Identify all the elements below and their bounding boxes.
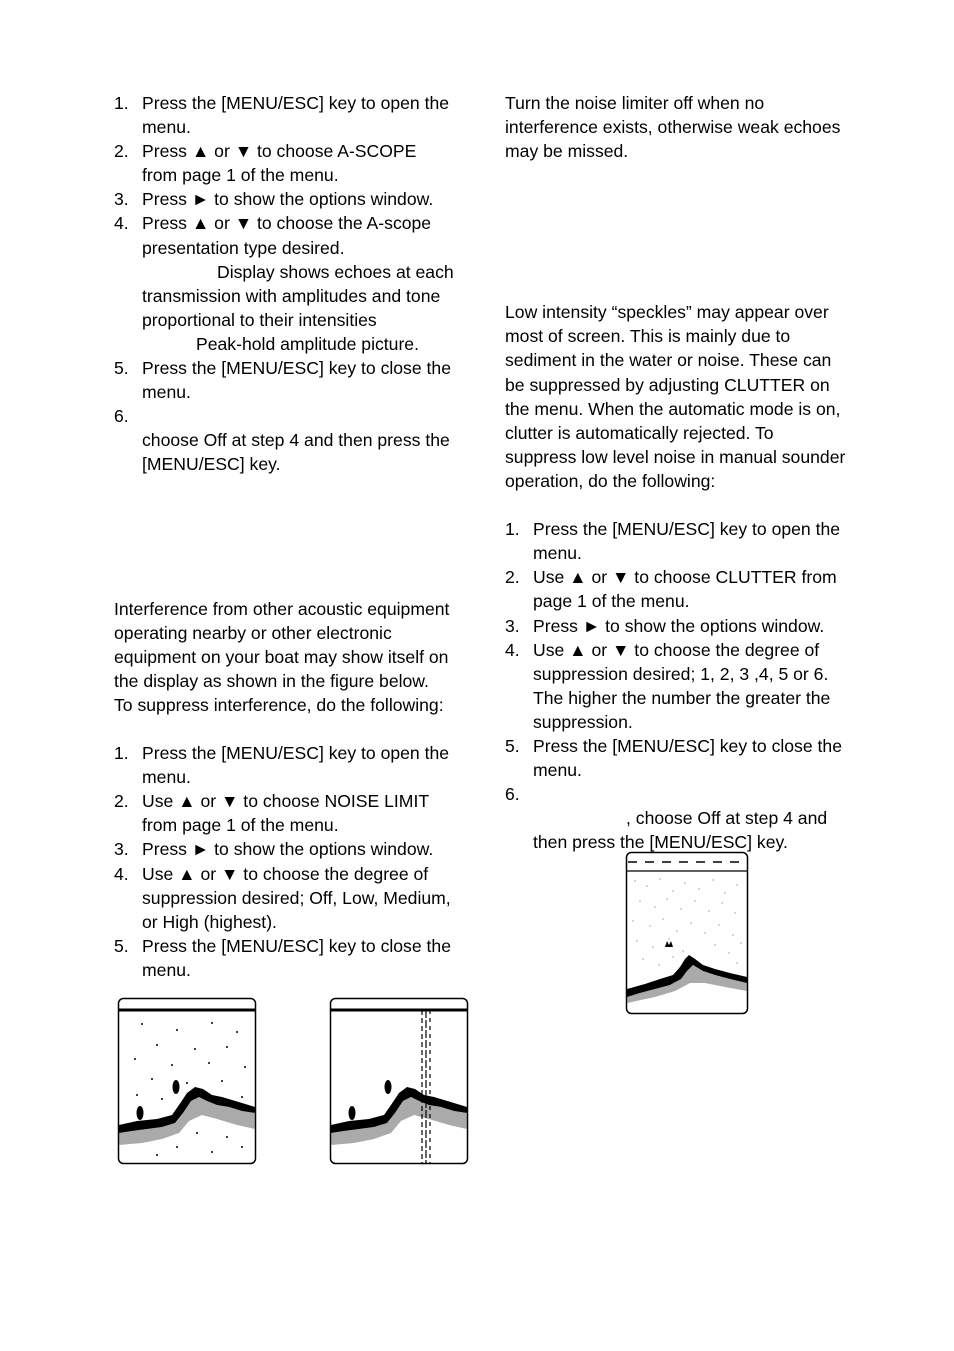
interference-figure-lines: [329, 997, 469, 1165]
right-column: [505, 91, 870, 854]
list-item: 1. Press the [MENU/ESC] key to open the menu.: [505, 519, 841, 564]
noise-limiter-note: Turn the noise limiter off when no interference exists, otherwise weak echoes may be missed.: [505, 93, 841, 162]
list-item: 5. Press the [MENU/ESC] key to close the menu.: [114, 358, 451, 403]
list-item: 6. , choose Off at step 4 and then press the [MENU/ESC] key.: [505, 784, 828, 853]
noise-limit-steps: [114, 741, 474, 982]
clutter-intro: Low intensity “speckles” may appear over most of screen. This is mainly due to sediment in the water or noise. These can be suppressed by adjusting CLUTTER on the menu. When the automatic mode is on, clutter is automatically rejected. To suppress low level noise in manual sounder operation, do the following:: [505, 302, 846, 491]
list-item: 2. Use ▲ or ▼ to choose CLUTTER from page 1 of the menu.: [505, 567, 837, 612]
list-item: 5. Press the [MENU/ESC] key to close the menu.: [505, 735, 842, 781]
list-item: 1. Press the [MENU/ESC] key to open the menu.: [114, 93, 450, 138]
list-item: 3. Press ► to show the options window.: [505, 615, 825, 636]
interference-figure-noise: [117, 997, 257, 1165]
ascope-option-normal: Display shows echoes at each transmission with amplitudes and tone proportional to their intensities: [142, 261, 454, 330]
left-column: [114, 91, 474, 982]
ascope-option-peak: Peak-hold amplitude picture.: [196, 333, 419, 354]
ascope-steps: [114, 91, 474, 477]
list-item: 3. Press ► to show the options window.: [114, 839, 434, 860]
list-item: 4. Press ▲ or ▼ to choose the A-scope presentation type desired.: [114, 213, 432, 258]
clutter-steps: [505, 517, 870, 854]
list-item: 3. Press ► to show the options window.: [114, 189, 434, 210]
list-item: 2. Press ▲ or ▼ to choose A-SCOPE from page 1 of the menu.: [114, 141, 417, 186]
interference-intro: Interference from other acoustic equipment operating nearby or other electronic equipment on your boat may show itself on the display as shown in the figure below. To suppress interference, do the following:: [114, 598, 450, 715]
list-item: 2. Use ▲ or ▼ to choose NOISE LIMIT from page 1 of the menu.: [114, 791, 430, 836]
list-item: 4. Use ▲ or ▼ to choose the degree of suppression desired; 1, 2, 3 ,4, 5 or 6. The higher the number the greater the suppression.: [505, 639, 831, 732]
list-item: 4. Use ▲ or ▼ to choose the degree of suppression desired; Off, Low, Medium, or High (highest).: [114, 863, 451, 932]
list-item: 5. Press the [MENU/ESC] key to close the menu.: [114, 935, 451, 980]
list-item: 1. Press the [MENU/ESC] key to open the menu.: [114, 743, 450, 788]
clutter-figure: [625, 851, 749, 1015]
list-item: 6. choose Off at step 4 and then press the [MENU/ESC] key.: [114, 406, 450, 475]
